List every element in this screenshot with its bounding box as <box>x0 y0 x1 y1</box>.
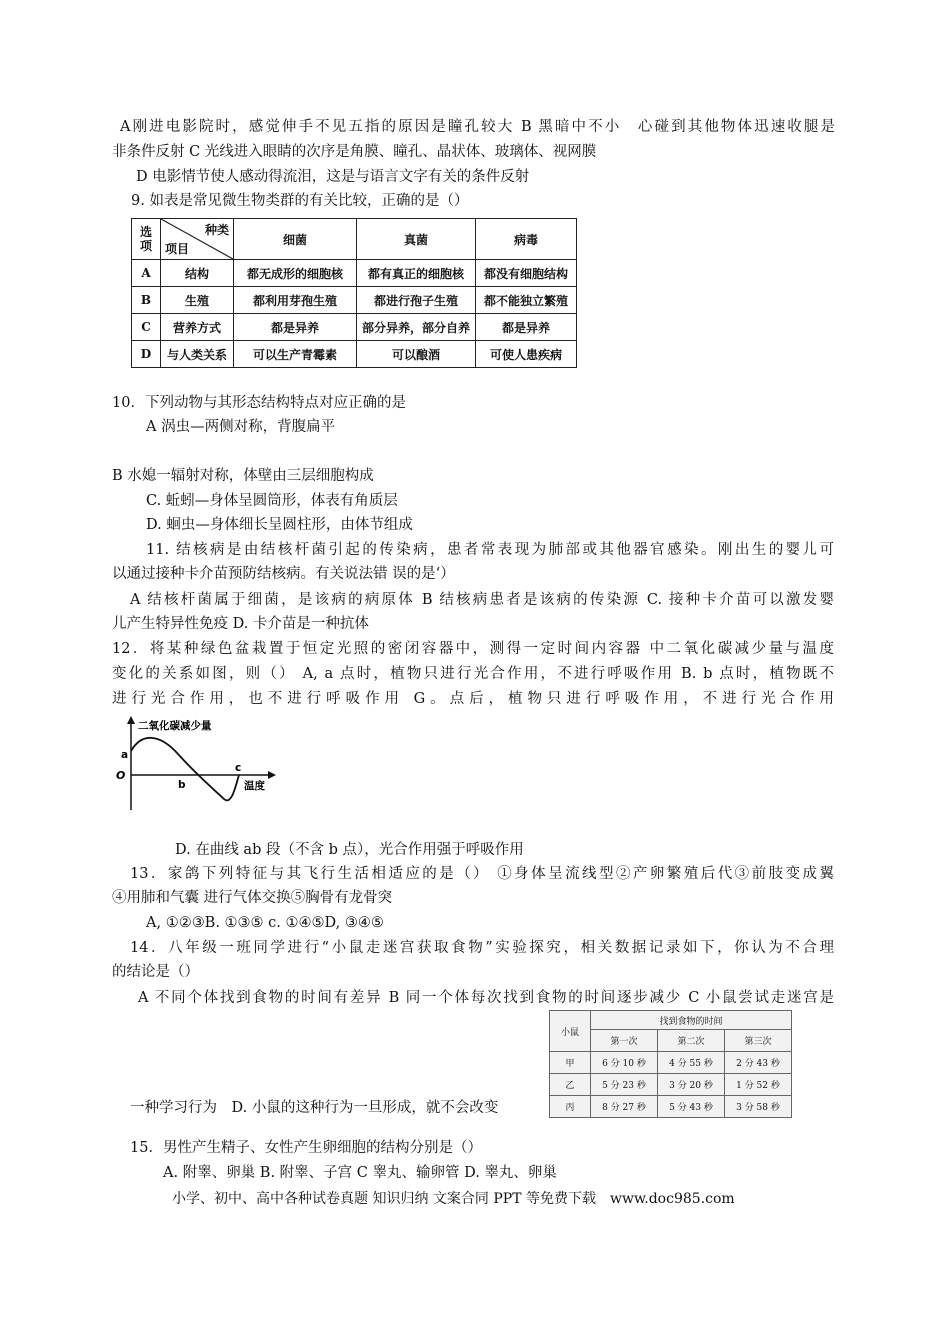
q14-cell: 5 分 43 秒 <box>658 1096 725 1118</box>
q10-stem: 10．下列动物与其形态结构特点对应正确的是 <box>112 395 406 411</box>
q9-cell: 可以酿酒 <box>357 341 476 368</box>
point-a-label: a <box>121 749 129 761</box>
q14-cell: 3 分 20 秒 <box>658 1074 725 1096</box>
y-axis-label: 二氧化碳减少量 <box>138 720 212 732</box>
q9-corner-option: 选项 <box>132 219 161 260</box>
q9-header-virus: 病毒 <box>476 219 577 260</box>
q9-cell: 与人类关系 <box>161 341 234 368</box>
q10-option-b: B 水媳一辐射对称，体壁由三层细胞构成 <box>112 468 374 484</box>
q14-header-mouse: 小鼠 <box>550 1011 591 1052</box>
q9-cell: 可使人患疾病 <box>476 341 577 368</box>
q14-cell: 丙 <box>550 1096 591 1118</box>
q9-cell: 结构 <box>161 260 234 287</box>
q12-stem-1: 12．将某种绿色盆栽置于恒定光照的密闭容器中，测得一定时间内容器 中二氧化碳减少量与温度 <box>112 641 834 657</box>
q9-corner-top: 种类 <box>204 223 229 237</box>
q9-cell: 都进行孢子生殖 <box>357 287 476 314</box>
q8-line-2: 非条件反射 C 光线进入眼睛的次序是角膜、瞳孔、晶状体、玻璃体、视网膜 <box>112 144 597 160</box>
q9-stem: 9. 如表是常见微生物类群的有关比较，正确的是（） <box>131 193 469 209</box>
q9-row-a <box>132 260 577 287</box>
q11-stem-2: 以通过接种卡介苗预防结核病。有关说法错 误的是‘） <box>112 566 455 582</box>
q14-header-second: 第二次 <box>658 1030 725 1052</box>
q9-cell: 都是异养 <box>234 314 357 341</box>
q9-row-b <box>132 287 577 314</box>
q14-row-jia <box>550 1052 792 1074</box>
q14-stem-1: 14．八年级一班同学进行“小鼠走迷宫获取食物”实验探究，相关数据记录如下，你认为不合理 <box>130 940 834 956</box>
q9-cell: C <box>132 314 161 341</box>
q9-cell: B <box>132 287 161 314</box>
q9-cell: D <box>132 341 161 368</box>
q9-table <box>131 218 577 368</box>
q9-cell: 营养方式 <box>161 314 234 341</box>
q15-options: A. 附睾、卵巢 B. 附睾、子宫 C 睾丸、输卵管 D. 睾丸、卵巢 <box>163 1165 557 1181</box>
q14-cell: 8 分 27 秒 <box>591 1096 658 1118</box>
q9-header-fungi: 真菌 <box>357 219 476 260</box>
q12-stem-3: 进行光合作用，也不进行呼吸作用 G。点后，植物只进行呼吸作用，不进行光合作用 <box>112 691 834 707</box>
q9-header-bacteria: 细菌 <box>234 219 357 260</box>
q9-cell: 可以生产青霉素 <box>234 341 357 368</box>
y-axis-arrow <box>127 716 135 724</box>
q9-cell: 都是异养 <box>476 314 577 341</box>
q10-option-d: D. 蛔虫—身体细长呈圆柱形，由体节组成 <box>146 517 413 533</box>
q14-table <box>549 1010 792 1118</box>
q14-cell: 6 分 10 秒 <box>591 1052 658 1074</box>
q13-options: A, ①②③B. ①③⑤ c. ①④⑤D, ③④⑤ <box>146 915 384 931</box>
q12-stem-2: 变化的关系如图，则（） A, a 点时，植物只进行光合作用，不进行呼吸作用 B. b 点时，植物既不 <box>112 666 834 682</box>
page-footer: 小学、初中、高中各种试卷真题 知识归纳 文案合同 PPT 等免费下载 www.doc985.com <box>172 1191 735 1207</box>
q10-option-a: A 涡虫—两侧对称，背腹扁平 <box>146 419 336 435</box>
q11-options-2: 儿产生特异性免疫 D. 卡介苗是一种抗体 <box>112 616 369 632</box>
q13-stem-2: ④用肺和气囊 进行气体交换⑤胸骨有龙骨突 <box>112 890 393 906</box>
q8-option-d: D 电影情节使人感动得流泪，这是与语言文字有关的条件反射 <box>136 169 530 185</box>
q8-line-1: A刚进电影院时，感觉伸手不见五指的原因是瞳孔较大 B 黑暗中不小 心碰到其他物体迅速收腿是 <box>120 119 835 135</box>
x-axis-label: 温度 <box>244 780 265 792</box>
q14-cell: 5 分 23 秒 <box>591 1074 658 1096</box>
q9-cell: 都没有细胞结构 <box>476 260 577 287</box>
q14-cell: 4 分 55 秒 <box>658 1052 725 1074</box>
q9-cell: 都有真正的细胞核 <box>357 260 476 287</box>
q10-option-c: C. 蚯蚓—身体呈圆筒形，体表有角质层 <box>146 493 398 509</box>
q14-row-yi <box>550 1074 792 1096</box>
q14-cell: 乙 <box>550 1074 591 1096</box>
q14-cell: 2 分 43 秒 <box>725 1052 792 1074</box>
q14-header-first: 第一次 <box>591 1030 658 1052</box>
q14-header-time: 找到食物的时间 <box>591 1011 792 1030</box>
q14-stem-2: 的结论是（） <box>112 964 199 980</box>
point-b-label: b <box>178 779 186 791</box>
x-axis-arrow <box>268 771 276 779</box>
q9-cell: 生殖 <box>161 287 234 314</box>
q9-corner-bottom: 项目 <box>165 242 190 256</box>
q14-options-2: 一种学习行为 D. 小鼠的这种行为一旦形成，就不会改变 <box>130 1100 499 1116</box>
origin-label: O <box>116 769 126 782</box>
q9-cell: A <box>132 260 161 287</box>
q15-stem: 15．男性产生精子、女性产生卵细胞的结构分别是（） <box>130 1140 482 1156</box>
q14-cell: 1 分 52 秒 <box>725 1074 792 1096</box>
q14-cell: 甲 <box>550 1052 591 1074</box>
q9-cell: 都无成形的细胞核 <box>234 260 357 287</box>
q12-option-d: D. 在曲线 ab 段（不含 b 点），光合作用强于呼吸作用 <box>175 842 524 858</box>
q9-corner-header <box>161 219 234 260</box>
q11-options-1: A 结核杆菌属于细菌，是该病的病原体 B 结核病患者是该病的传染源 C. 接种卡介苗可以激发婴 <box>130 592 834 608</box>
q14-options-1: A 不同个体找到食物的时间有差异 B 同一个体每次找到食物的时间逐步减少 C 小鼠尝试走迷宫是 <box>138 990 834 1006</box>
q12-graph <box>112 714 282 814</box>
q9-cell: 都不能独立繁殖 <box>476 287 577 314</box>
q11-stem-1: 11. 结核病是由结核杆菌引起的传染病，患者常表现为肺部或其他器官感染。刚出生的婴儿可 <box>146 542 834 558</box>
point-c-label: c <box>235 762 242 774</box>
q14-row-bing <box>550 1096 792 1118</box>
q14-cell: 3 分 58 秒 <box>725 1096 792 1118</box>
q13-stem-1: 13．家鸽下列特征与其飞行生活相适应的是（） ①身体呈流线型②产卵繁殖后代③前肢变成翼 <box>130 866 834 882</box>
q9-cell: 部分异养，部分自养 <box>357 314 476 341</box>
q14-header-third: 第三次 <box>725 1030 792 1052</box>
q9-row-c <box>132 314 577 341</box>
q9-row-d <box>132 341 577 368</box>
q9-cell: 都利用芽孢生殖 <box>234 287 357 314</box>
